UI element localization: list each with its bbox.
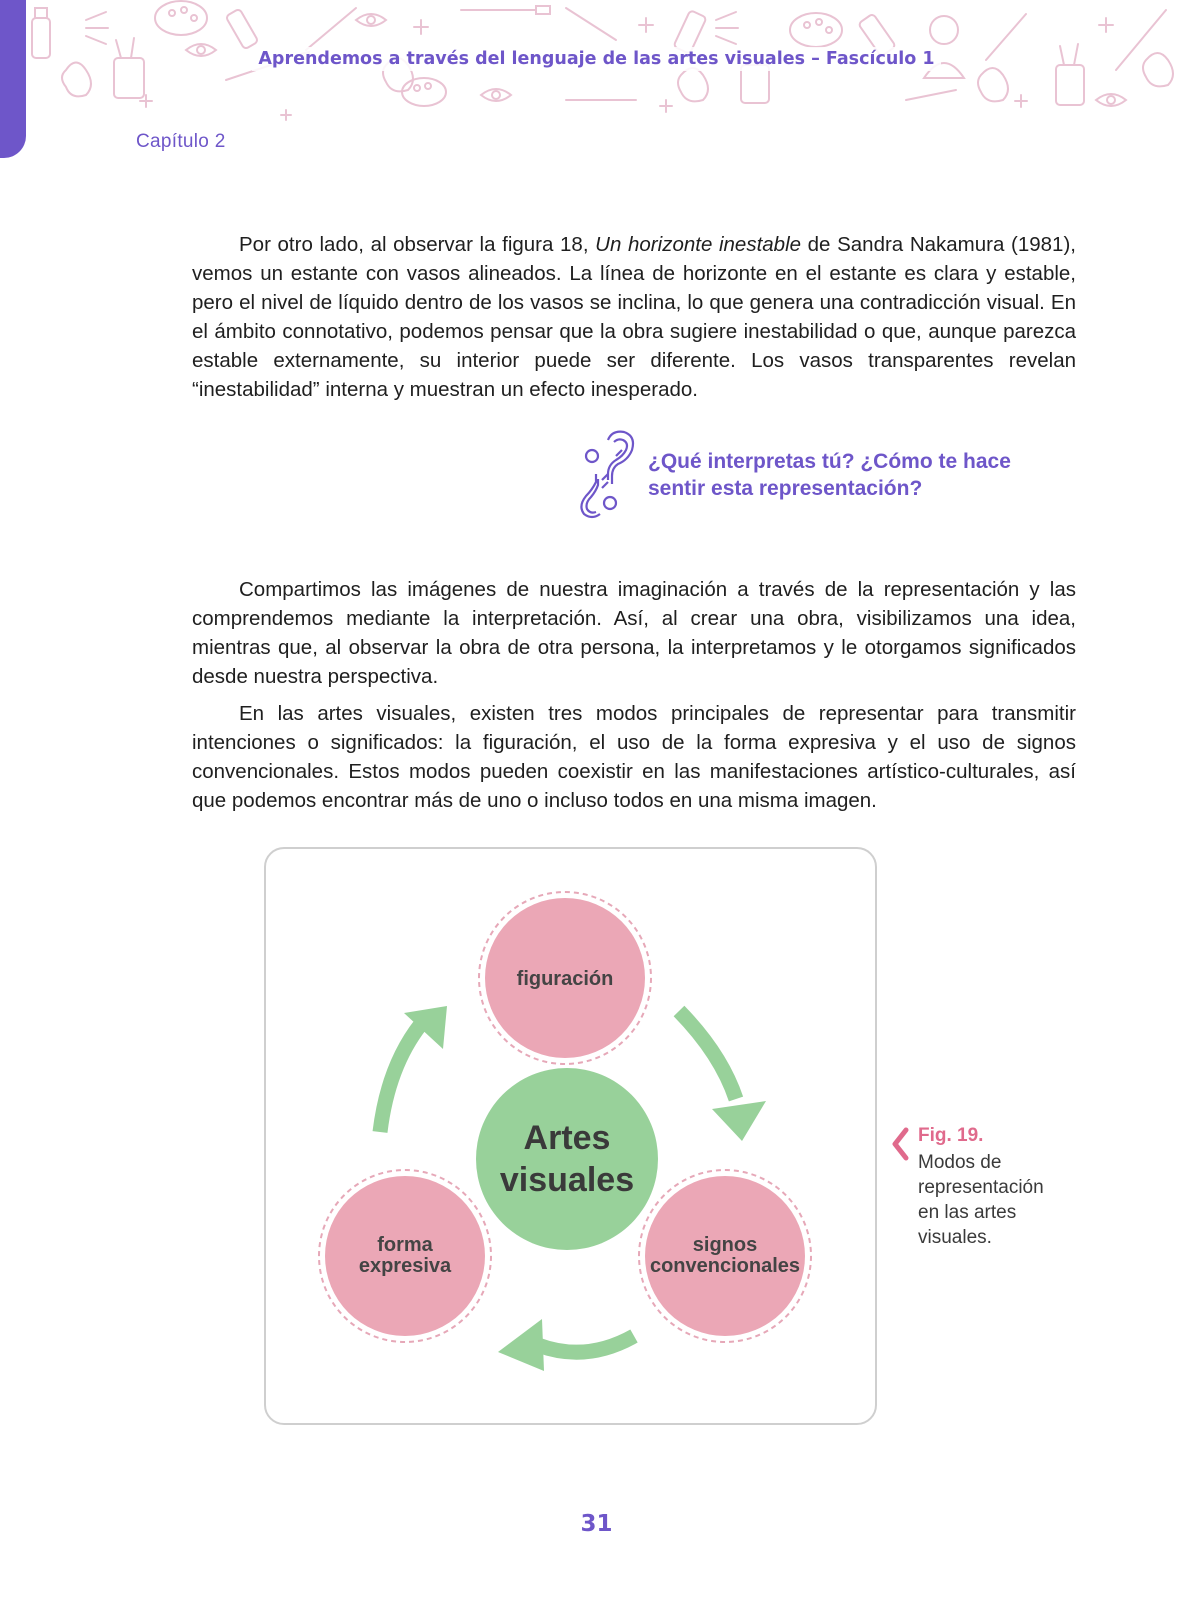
paragraph-text: de Sandra Nakamura (1981), vemos un estante con vasos alineados. La línea de horizonte en el estante es clara y estable, pero el nivel de líquido dentro de los vasos se inclina, lo que genera una contradicción visual. En el ámbito connotativo, podemos pensar que la obra sugiere inestabilidad o que, aunque parezca estable externamente, su interior puede ser diferente. Los vasos transparentes revelan “inestabilidad” interna y muestran un efecto inesperado. (192, 233, 1076, 401)
running-header (0, 49, 1193, 69)
label-expresiva: expresiva (358, 1255, 452, 1277)
question-line-2: sentir esta representación? (648, 477, 923, 500)
paragraph-modes: En las artes visuales, existen tres modos principales de representar para transmitir intenciones o significados: la figuración, el uso de la forma expresiva y el uso de signos convencionales. Estos modos pueden coexistir en las manifestaciones artístico-culturales, así que podemos encontrar más de uno o incluso todos en una misma imagen. (192, 702, 1076, 812)
question-line-1: ¿Qué interpretas tú? ¿Cómo te hace (648, 450, 1011, 473)
brush-icon (566, 8, 616, 40)
splash-icon (978, 68, 1008, 101)
palette-icon (790, 13, 842, 47)
eye-icon (481, 89, 511, 101)
figure-19-diagram-box (264, 847, 877, 1425)
chevron-left-icon (890, 1127, 910, 1161)
chapter-side-tab (0, 0, 26, 158)
label-convencionales: convencionales (649, 1255, 801, 1277)
label-forma: forma (377, 1234, 433, 1256)
circle-artes-visuales (476, 1068, 658, 1250)
paragraph-representation: Compartimos las imágenes de nuestra imaginación a través de la representación y las comprendemos mediante la interpretación. Así, al crear una obra, visibilizamos una idea, mientras que, al observar la obra de otra persona, la interpretamos y le otorgamos significados desde nuestra perspectiva. (192, 578, 1076, 688)
chapter-label: Capítulo 2 (136, 131, 226, 152)
circle-signos-convencionales (639, 1170, 811, 1342)
eye-icon (1096, 94, 1126, 106)
paragraph-text: Por otro lado, al observar la figura 18, (239, 233, 596, 256)
figure-label: Fig. 19. (918, 1125, 984, 1146)
splash-icon (678, 68, 708, 101)
cycle-arrow-left (380, 1006, 447, 1132)
body-text-block-1 (192, 230, 1076, 412)
label-artes: Artes (523, 1119, 611, 1157)
rays-icon (716, 12, 738, 44)
running-header-title: Aprendemos a través del lenguaje de las artes visuales – Fascículo 1 (252, 47, 940, 71)
rays-icon (86, 12, 108, 44)
reflection-question (578, 428, 1048, 520)
artwork-title: Un horizonte inestable (595, 233, 802, 256)
body-text-block-2 (192, 575, 1076, 823)
representation-modes-diagram (266, 849, 879, 1427)
eye-icon (356, 14, 386, 26)
paint-tube-icon (226, 9, 259, 50)
cycle-arrow-bottom (498, 1319, 634, 1371)
brush-icon (461, 6, 550, 14)
label-figuracion: figuración (516, 968, 614, 990)
palette-icon (155, 1, 207, 35)
question-marks-icon (578, 428, 636, 520)
cycle-arrow-top-right (679, 1011, 766, 1141)
paragraph-figure-18 (192, 230, 1076, 404)
brush-icon (906, 90, 956, 100)
label-signos: signos (692, 1234, 758, 1256)
circle-figuracion (479, 892, 651, 1064)
palette-icon (402, 78, 446, 106)
question-text (648, 448, 1011, 502)
figure-description: Modos de representación en las artes visuales. (918, 1152, 1044, 1248)
page-number: 31 (580, 1511, 613, 1537)
circle-forma-expresiva (319, 1170, 491, 1342)
label-visuales: visuales (499, 1161, 635, 1199)
